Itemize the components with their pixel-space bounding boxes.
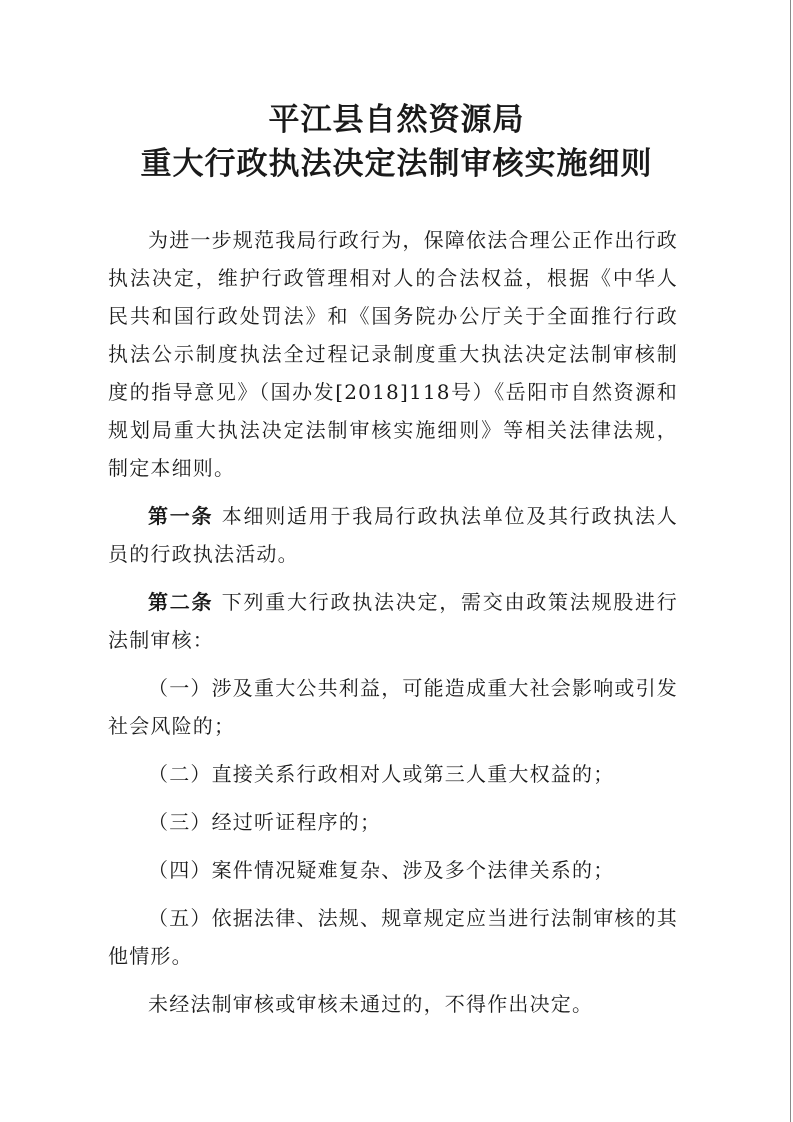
article-2 [108,583,678,659]
document-body [108,221,678,1023]
article-2-item-2: （二）直接关系行政相对人或第三人重大权益的； [148,762,615,786]
article-1-text: 本细则适用于我局行政执法单位及其行政执法人员的行政执法活动。 [108,504,678,566]
article-1-label: 第一条 [148,504,214,528]
title-line-issuer: 平江县自然资源局 [268,102,525,138]
document-title [0,98,793,186]
preamble-paragraph: 为进一步规范我局行政行为，保障依法合理公正作出行政执法决定，维护行政管理相对人的合法权益，根据《中华人民共和国行政处罚法》和《国务院办公厅关于全面推行行政执法公示制度执法全过程记录制度重大执法决定法制审核制度的指导意见》（国办发[2018]118号）《岳阳市自然资源和规划局重大执法决定法制审核实施细则》等相关法律法规，制定本细则。 [108,228,678,480]
article-2-item-5: （五）依据法律、法规、规章规定应当进行法制审核的其他情形。 [108,906,678,968]
article-1 [108,497,678,573]
article-2-item-1: （一）涉及重大公共利益，可能造成重大社会影响或引发社会风险的； [108,676,678,738]
scan-edge-line [790,0,791,1122]
title-line-subject: 重大行政执法决定法制审核实施细则 [140,146,653,182]
article-2-item-3: （三）经过听证程序的； [148,810,382,834]
article-2-item-4: （四）案件情况疑难复杂、涉及多个法律关系的； [148,858,615,882]
closing-paragraph: 未经法制审核或审核未通过的，不得作出决定。 [148,992,594,1016]
article-2-text: 下列重大行政执法决定，需交由政策法规股进行法制审核： [108,590,678,652]
article-2-label: 第二条 [148,590,214,614]
